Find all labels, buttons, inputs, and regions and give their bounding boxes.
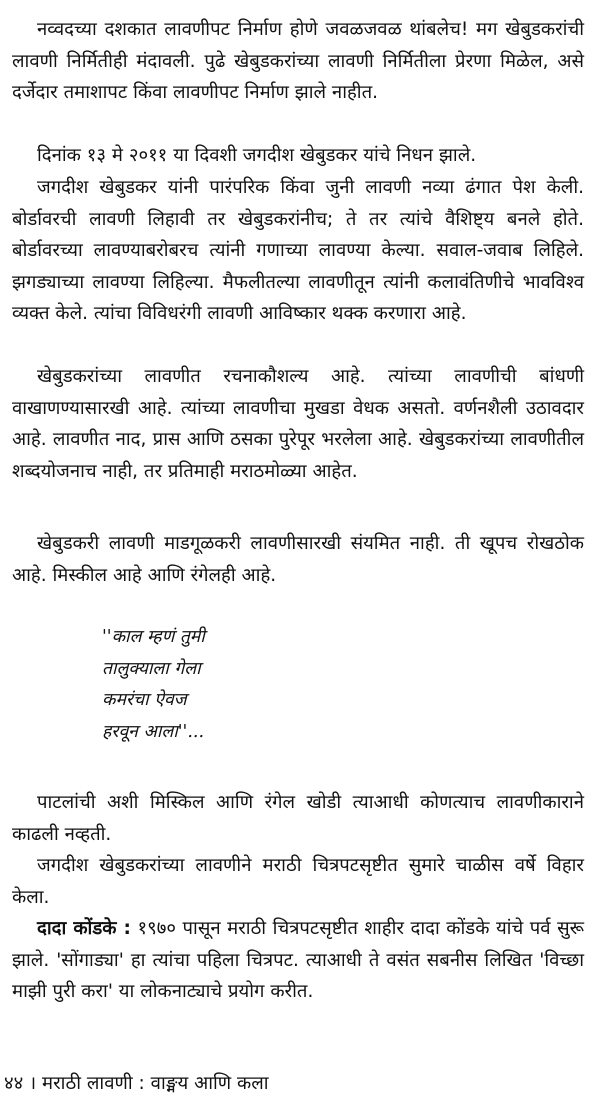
paragraph-patil-prank: पाटलांची अशी मिस्किल आणि रंगेल खोडी त्याआधी कोणत्याच लावणीकाराने काढली नव्हती.: [12, 792, 584, 845]
dada-kondke-text: १९७० पासून मराठी चित्रपटसृष्टीत शाहीर दादा कोंडके यांचे पर्व सुरू झाले. 'सोंगाड्या' हा त्यांचा पहिला चित्रपट. त्याआधी ते वसंत सबनीस लिखित 'विच्छा माझी पुरी करा' या लोकनाट्याचे प्रयोग करीत.: [12, 918, 584, 1002]
poem-line: तालुक्याला गेला: [102, 658, 201, 679]
section-heading-dada-kondke: दादा कोंडके :: [37, 918, 131, 939]
paragraph-death-date: दिनांक १३ मे २०११ या दिवशी जगदीश खेबुडकर यांचे निधन झाले.: [37, 145, 477, 166]
paragraph-composition-skill: खेबुडकरांच्या लावणीत रचनाकौशल्य आहे. त्यांच्या लावणीची बांधणी वाखाणण्यासारखी आहे. त्यांच्या लावणीचा मुखडा वेधक असतो. वर्णनशैली उठावदार आहे. लावणीत नाद, प्रास आणि ठसका पुरेपूर भरलेला आहे. खेबुडकरांच्या लावणीतील शब्दयोजनाच नाही, तर प्रतिमाही मराठमोळ्या आहेत.: [12, 366, 584, 482]
poem-quote: [102, 622, 432, 748]
paragraph-khebudkari-lavani: खेबुडकरी लावणी माडगूळकरी लावणीसारखी संयमित नाही. ती खूपच रोखठोक आहे. मिस्कील आहे आणि रंगेलही आहे.: [12, 533, 584, 586]
poem-line: हरवून आला''...: [102, 721, 205, 742]
poem-line: ''काल म्हणं तुमी: [102, 627, 205, 647]
page-footer: [4, 1070, 269, 1098]
paragraph-traditional-lavani: जगदीश खेबुडकर यांनी पारंपरिक किंवा जुनी लावणी नव्या ढंगात पेश केली. बोर्डावरची लावणी लिहावी तर खेबुडकरांनीच; ते तर त्यांचे वैशिष्ट्य बनले होते. बोर्डावरच्या लावण्याबरोबरच त्यांनी गणाच्या लावण्या केल्या. सवाल-जवाब लिहिले. झगड्याच्या लावण्या लिहिल्या. मैफलीतल्या लावणीतून त्यांनी कलावंतिणीचे भावविश्व व्यक्त केले. त्यांचा विविधरंगी लावणी आविष्कार थक्क करणारा आहे.: [12, 177, 584, 324]
paragraph-nineties-decline: नव्वदच्या दशकात लावणीपट निर्माण होणे जवळजवळ थांबलेच! मग खेबुडकरांची लावणी निर्मितीही मंदावली. पुढे खेबुडकरांच्या लावणी निर्मितीला प्रेरणा मिळेल, असे दर्जेदार तमाशापट किंवा लावणीपट निर्माण झाले नाहीत.: [12, 19, 584, 103]
book-title: मराठी लावणी : वाङ्मय आणि कला: [42, 1073, 269, 1094]
page-number: ४४: [4, 1073, 24, 1094]
paragraph-forty-years: जगदीश खेबुडकरांच्या लावणीने मराठी चित्रपटसृष्टीत सुमारे चाळीस वर्षे विहार केला.: [12, 855, 584, 908]
poem-line: कमरंचा ऐवज: [102, 690, 187, 710]
footer-separator: ।: [29, 1073, 37, 1094]
paragraph-dada-kondke: [12, 913, 584, 1008]
